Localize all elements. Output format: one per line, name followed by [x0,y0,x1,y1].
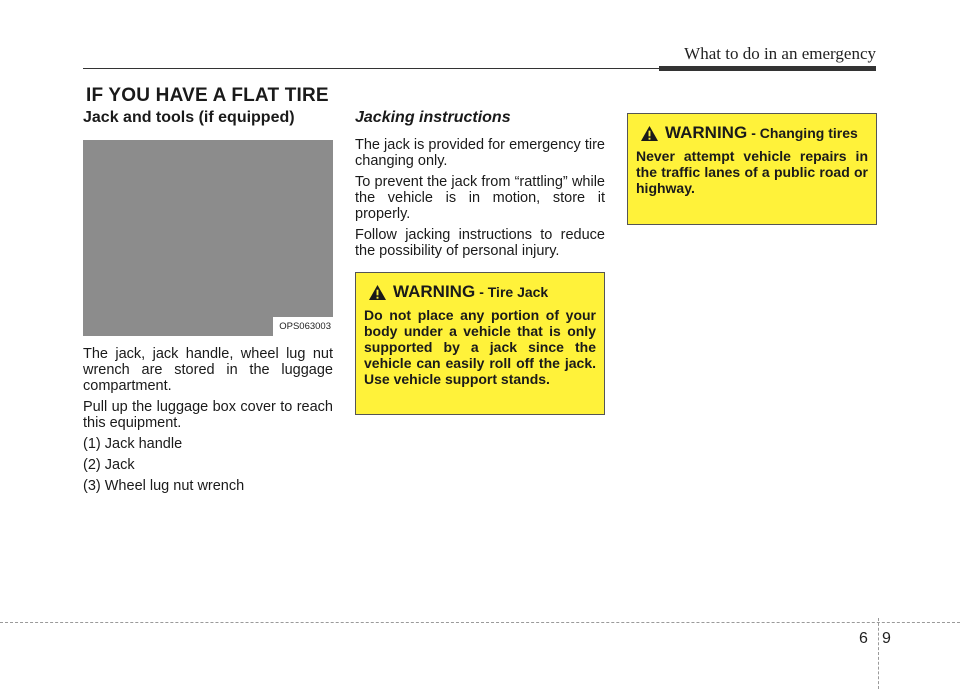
warning-triangle-icon [368,284,387,301]
warning-word: WARNING [665,123,748,142]
jack-tools-figure [83,140,333,336]
footer-rule [0,622,960,623]
header-rule-accent [659,66,876,71]
warning-box-tire-jack [355,272,605,415]
footer-divider [878,618,879,689]
chapter-number: 6 [859,630,868,647]
emergency-paragraph: The jack is provided for emergency tire changing only. [355,137,605,169]
warning-text: Do not place any portion of your body under a vehicle that is only supported by a jack since the vehicle can easily roll off the jack. Use vehicle support stands. [364,307,596,387]
page-number: 9 [882,630,891,647]
warning-word: WARNING [393,282,476,301]
warning-triangle-icon [640,125,659,142]
rattling-paragraph: To prevent the jack from “rattling” while the vehicle is in motion, store it properly. [355,174,605,222]
storage-paragraph: The jack, jack handle, wheel lug nut wrench are stored in the luggage compartment. [83,346,333,394]
list-item-jack-handle: (1) Jack handle [83,436,183,452]
warning-box-changing-tires [627,113,877,225]
column-warning-changing-tires [627,113,877,225]
warning-topic: - Changing tires [751,125,858,141]
warning-topic: - Tire Jack [479,284,549,300]
list-item-jack: (2) Jack [83,457,135,473]
list-item-lug-wrench: (3) Wheel lug nut wrench [83,478,245,494]
chapter-title: What to do in an emergency [684,44,876,63]
jack-tools-heading: Jack and tools (if equipped) [83,109,295,126]
jacking-instructions-heading: Jacking instructions [355,109,511,126]
section-title: IF YOU HAVE A FLAT TIRE [86,85,329,106]
figure-caption: OPS063003 [273,317,333,336]
column-jack-and-tools [83,110,333,499]
warning-text: Never attempt vehicle repairs in the traffic lanes of a public road or highway. [636,148,868,196]
column-jacking-instructions [355,110,605,415]
cover-paragraph: Pull up the luggage box cover to reach this equipment. [83,399,333,431]
injury-paragraph: Follow jacking instructions to reduce the possibility of personal injury. [355,227,605,259]
